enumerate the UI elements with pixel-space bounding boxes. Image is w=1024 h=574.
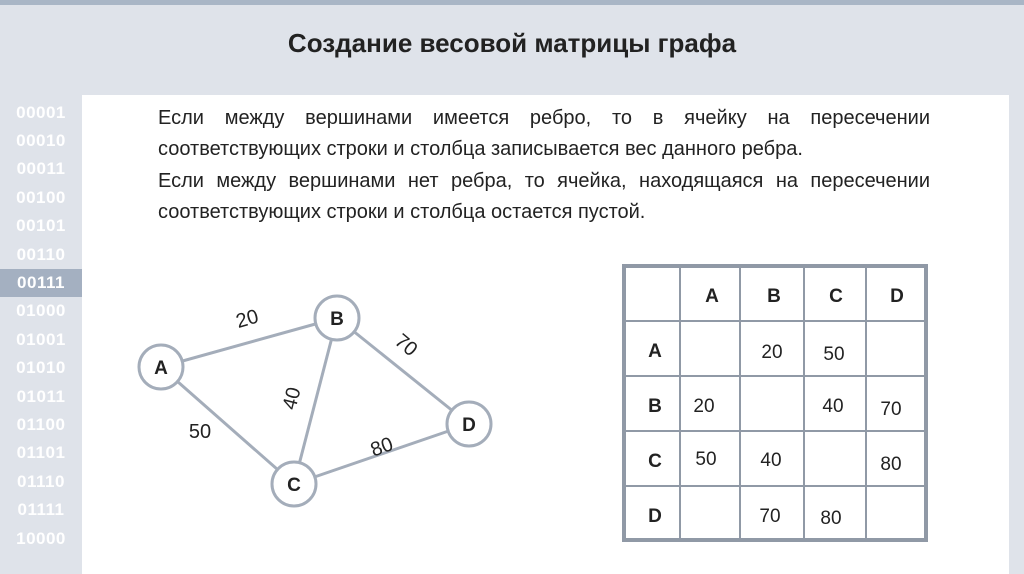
edge-weight-b-c: 40 bbox=[278, 385, 306, 413]
table-row-header: D bbox=[648, 506, 662, 527]
binary-number: 00011 bbox=[16, 159, 66, 178]
table-column-header: A bbox=[705, 286, 719, 307]
graph-node-d bbox=[447, 402, 491, 446]
edge-weight-c-d: 80 bbox=[367, 433, 397, 462]
table-row-header: B bbox=[648, 396, 662, 417]
table-column-header: C bbox=[829, 286, 843, 307]
graph-node-c bbox=[272, 462, 316, 506]
binary-number: 00100 bbox=[16, 188, 66, 207]
table-cell: 40 bbox=[760, 450, 782, 471]
table-row-header: A bbox=[648, 341, 662, 362]
node-label-b: B bbox=[330, 309, 344, 330]
binary-number: 01100 bbox=[16, 415, 66, 434]
binary-number: 00110 bbox=[16, 245, 66, 264]
binary-number: 00101 bbox=[16, 216, 66, 235]
table-column-header: B bbox=[767, 286, 781, 307]
page-title: Создание весовой матрицы графа bbox=[287, 28, 737, 58]
table-cell: 20 bbox=[761, 342, 783, 363]
table-cell: 50 bbox=[823, 344, 845, 365]
table-cell: 80 bbox=[880, 454, 902, 475]
table-cell: 70 bbox=[759, 506, 781, 527]
graph-node-a bbox=[139, 345, 183, 389]
paragraph-edge-exists: Если между вершинами имеется ребро, то в ячейку на пересечении соответствующих строки и столбца записывается вес данного ребра. bbox=[158, 107, 930, 160]
edge-a-c bbox=[161, 367, 294, 484]
binary-number: 01111 bbox=[17, 500, 65, 519]
table-cell: 20 bbox=[693, 396, 715, 417]
node-label-a: A bbox=[154, 358, 168, 379]
graph-node-b bbox=[315, 296, 359, 340]
table-column-header: D bbox=[890, 286, 904, 307]
paragraph-no-edge: Если между вершинами нет ребра, то ячейка, находящаяся на пересечении соответствующих строки и столбца остается пустой. bbox=[158, 170, 930, 223]
graph-edges bbox=[161, 318, 469, 484]
binary-number: 01000 bbox=[16, 301, 66, 320]
binary-number: 01101 bbox=[16, 443, 66, 462]
binary-number: 01001 bbox=[16, 330, 66, 349]
binary-number-highlighted: 00111 bbox=[0, 269, 82, 297]
table-cell: 70 bbox=[880, 399, 902, 420]
binary-number: 01110 bbox=[17, 472, 65, 491]
node-label-d: D bbox=[462, 415, 476, 436]
node-label-c: C bbox=[287, 475, 301, 496]
binary-number: 00001 bbox=[16, 103, 66, 122]
table-cell: 40 bbox=[822, 396, 844, 417]
weight-matrix-table bbox=[624, 266, 926, 540]
edge-weight-a-b: 20 bbox=[233, 305, 262, 333]
binary-number: 00010 bbox=[16, 131, 66, 150]
table-cell: 50 bbox=[695, 449, 717, 470]
table-cell: 80 bbox=[820, 508, 842, 529]
table-row-header: C bbox=[648, 451, 662, 472]
binary-number: 01010 bbox=[16, 358, 66, 377]
binary-number: 01011 bbox=[16, 387, 66, 406]
edge-weight-a-c: 50 bbox=[188, 421, 212, 443]
binary-number: 10000 bbox=[16, 529, 66, 548]
edge-weight-b-d: 70 bbox=[390, 329, 422, 361]
